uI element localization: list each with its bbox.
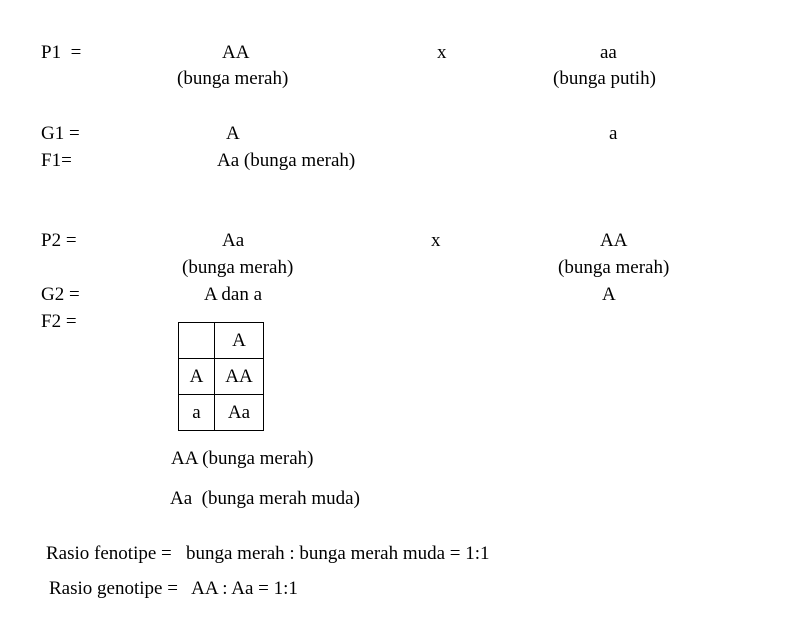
genotype-ratio: Rasio genotipe = AA : Aa = 1:1	[49, 578, 298, 599]
punnett-header-gamete: A	[215, 323, 264, 359]
f2-result-1: AA (bunga merah)	[171, 448, 314, 469]
p2-parent1-phenotype: (bunga merah)	[182, 257, 294, 278]
punnett-header-row	[179, 323, 264, 359]
p1-parent2-phenotype: (bunga putih)	[553, 68, 656, 89]
g2-label: G2 =	[41, 284, 80, 305]
p1-label: P1 =	[41, 42, 82, 63]
f2-result-2: Aa (bunga merah muda)	[170, 488, 360, 509]
g1-gamete1: A	[226, 123, 240, 144]
p2-label: P2 =	[41, 230, 77, 251]
f1-offspring: Aa (bunga merah)	[217, 150, 356, 171]
p2-cross-symbol: x	[431, 230, 441, 251]
f1-label: F1=	[41, 150, 72, 171]
p2-parent2-genotype: AA	[600, 230, 628, 251]
p2-parent2-phenotype: (bunga merah)	[558, 257, 670, 278]
punnett-cell-genotype: AA	[215, 359, 264, 395]
punnett-row	[179, 359, 264, 395]
punnett-corner-cell	[179, 323, 215, 359]
g2-gamete2: A	[602, 284, 616, 305]
punnett-row-gamete: a	[179, 395, 215, 431]
p1-parent1-phenotype: (bunga merah)	[177, 68, 289, 89]
p1-parent1-genotype: AA	[222, 42, 250, 63]
punnett-square	[178, 322, 264, 431]
p2-parent1-genotype: Aa	[222, 230, 245, 251]
p1-cross-symbol: x	[437, 42, 447, 63]
punnett-cell-genotype: Aa	[215, 395, 264, 431]
g1-gamete2: a	[609, 123, 618, 144]
punnett-row	[179, 395, 264, 431]
f2-label: F2 =	[41, 311, 77, 332]
g2-gamete1: A dan a	[204, 284, 263, 305]
phenotype-ratio: Rasio fenotipe = bunga merah : bunga merah muda = 1:1	[46, 543, 490, 564]
g1-label: G1 =	[41, 123, 80, 144]
p1-parent2-genotype: aa	[600, 42, 617, 63]
punnett-row-gamete: A	[179, 359, 215, 395]
